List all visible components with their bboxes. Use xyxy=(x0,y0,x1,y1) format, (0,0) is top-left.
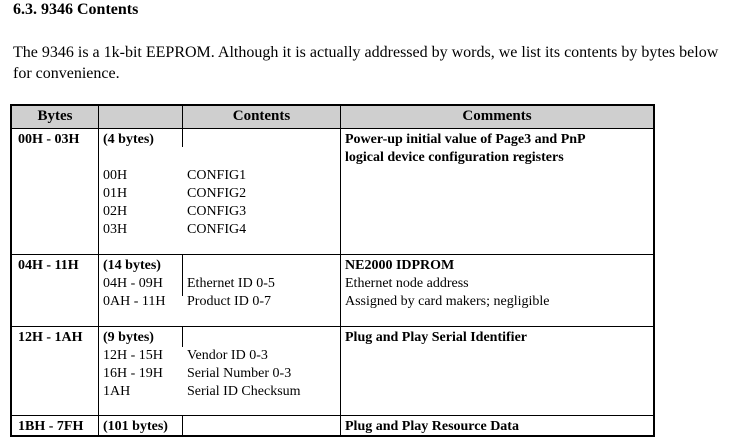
group-size: (14 bytes) xyxy=(103,258,161,273)
column-divider xyxy=(98,106,99,435)
row-comment: Ethernet node address xyxy=(345,276,469,291)
group-separator xyxy=(12,415,653,416)
row-address: 0AH - 11H xyxy=(103,294,166,309)
column-divider xyxy=(182,254,183,296)
row-content: CONFIG4 xyxy=(187,222,247,237)
row-content: Serial Number 0-3 xyxy=(187,366,292,381)
row-address: 00H xyxy=(103,168,128,183)
row-address: 1AH xyxy=(103,384,131,399)
column-divider xyxy=(182,326,183,347)
row-address: 02H xyxy=(103,204,128,219)
group-comment: Plug and Play Resource Data xyxy=(345,419,519,434)
row-address: 04H - 09H xyxy=(103,276,163,291)
group-range: 04H - 11H xyxy=(18,258,79,273)
header-bytes: Bytes xyxy=(37,108,73,124)
group-comment: logical device configuration registers xyxy=(345,150,564,165)
column-divider xyxy=(182,415,183,437)
eeprom-contents-table xyxy=(10,104,655,437)
column-divider xyxy=(340,106,341,435)
group-size: (101 bytes) xyxy=(103,419,168,434)
row-content: Vendor ID 0-3 xyxy=(187,348,268,363)
header-contents: Contents xyxy=(232,108,291,124)
row-address: 12H - 15H xyxy=(103,348,163,363)
group-comment: NE2000 IDPROM xyxy=(345,258,455,273)
row-content: CONFIG1 xyxy=(187,168,247,183)
group-separator xyxy=(12,326,653,327)
group-range: 1BH - 7FH xyxy=(18,419,84,434)
intro-paragraph: The 9346 is a 1k-bit EEPROM. Although it is actually addressed by words, we list its contents by bytes below for convenience. xyxy=(13,44,719,82)
row-comment: Assigned by card makers; negligible xyxy=(345,294,550,309)
group-size: (9 bytes) xyxy=(103,330,154,345)
row-address: 16H - 19H xyxy=(103,366,163,381)
row-address: 01H xyxy=(103,186,128,201)
row-content: CONFIG2 xyxy=(187,186,247,201)
column-divider xyxy=(182,106,183,147)
row-content: Ethernet ID 0-5 xyxy=(187,276,275,291)
group-separator xyxy=(12,254,653,255)
group-comment: Power-up initial value of Page3 and PnP xyxy=(345,132,586,147)
group-range: 00H - 03H xyxy=(18,132,80,147)
group-range: 12H - 1AH xyxy=(18,330,83,345)
row-content: CONFIG3 xyxy=(187,204,247,219)
group-comment: Plug and Play Serial Identifier xyxy=(345,330,527,345)
group-size: (4 bytes) xyxy=(103,132,154,147)
header-comments: Comments xyxy=(462,108,532,124)
table-header-row xyxy=(12,106,653,129)
row-content: Serial ID Checksum xyxy=(187,384,301,399)
row-content: Product ID 0-7 xyxy=(187,294,271,309)
row-address: 03H xyxy=(103,222,128,237)
section-heading: 6.3. 9346 Contents xyxy=(13,1,139,18)
